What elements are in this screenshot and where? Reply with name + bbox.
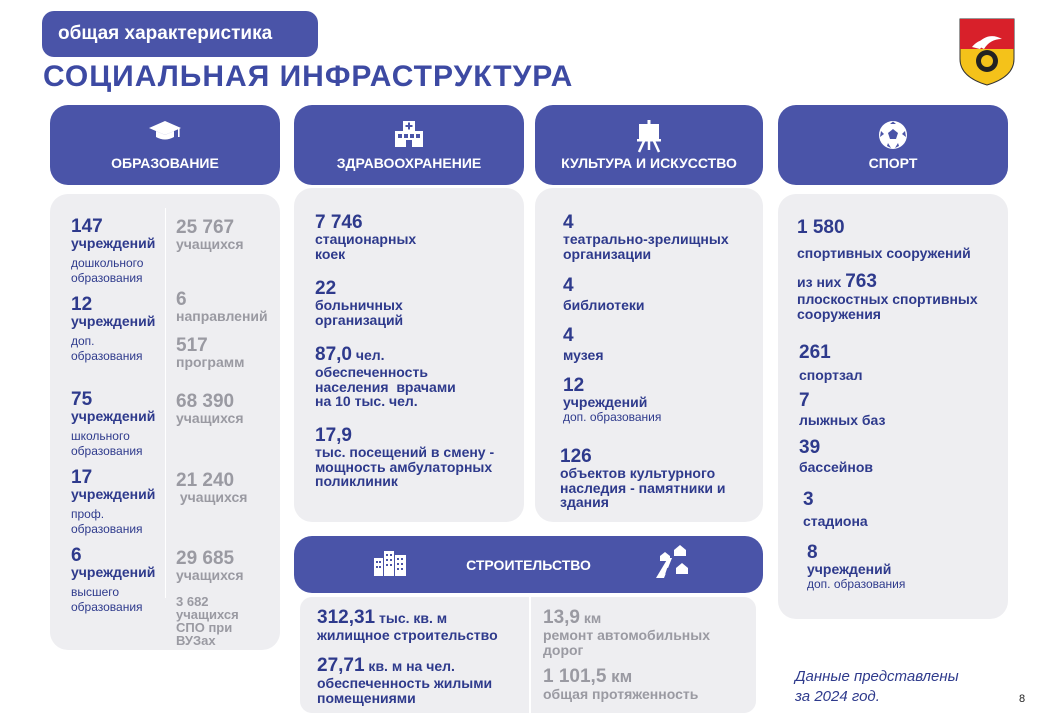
divider (529, 597, 531, 713)
section-header-health (294, 105, 524, 185)
health-visits: 17,9 тыс. посещений в смену - мощность амбулаторных поликлиник (315, 425, 495, 490)
graduation-cap-icon (148, 119, 182, 143)
section-header-sport (778, 105, 1008, 185)
sport-pools: 39 бассейнов (799, 437, 874, 475)
section-tag: общая характеристика (42, 11, 318, 57)
health-beds: 7 746 стационарных коек (315, 212, 417, 262)
section-label: СТРОИТЕЛЬСТВО (466, 557, 591, 573)
coat-of-arms (958, 17, 1016, 87)
road-houses-icon (654, 544, 690, 580)
construction-housing: 312,31 тыс. кв. м жилищное строительство (317, 607, 498, 643)
sport-facilities: 1 580 спортивных сооружений (797, 217, 971, 261)
edu-additional-programs: 517 программ (176, 335, 245, 370)
culture-heritage: 126 объектов культурного наследия - памятники и здания (560, 446, 726, 511)
sport-planar: из них 763 плоскостных спортивных сооружения (797, 271, 978, 322)
section-header-construction (294, 536, 763, 593)
edu-higher-spo: 3 682 учащихся СПО при ВУЗах (176, 594, 239, 648)
culture-museums: 4 музея (563, 325, 604, 363)
edu-school-students: 68 390 учащихся (176, 391, 244, 426)
sport-stadiums: 3 стадиона (803, 489, 868, 529)
health-doctors: 87,0 чел. обеспеченность населения врачами на 10 тыс. чел. (315, 344, 456, 410)
section-label: КУЛЬТУРА И ИСКУССТВО (561, 155, 737, 171)
edu-preschool-students: 25 767 учащихся (176, 217, 244, 252)
sport-additional: 8 учреждений доп. образования (807, 542, 906, 591)
edu-vocational-students: 21 240 учащихся (176, 470, 248, 505)
edu-preschool: 147 учреждений дошкольного образования (71, 216, 156, 285)
edu-school: 75 учреждений школьного образования (71, 389, 156, 458)
section-header-culture (535, 105, 763, 185)
edu-additional: 12 учреждений доп. образования (71, 294, 156, 363)
page-number: 8 (1019, 693, 1026, 705)
edu-higher-students: 29 685 учащихся (176, 548, 244, 583)
section-label: ОБРАЗОВАНИЕ (111, 155, 219, 171)
page-title: СОЦИАЛЬНАЯ ИНФРАСТРУКТУРА (43, 60, 574, 93)
sport-ski: 7 лыжных баз (799, 390, 886, 428)
section-label: СПОРТ (868, 155, 918, 171)
culture-additional: 12 учреждений доп. образования (563, 375, 662, 424)
construction-roads-total: 1 101,5 км общая протяженность (543, 666, 699, 702)
construction-per-capita: 27,71 кв. м на чел. обеспеченность жилыми помещениями (317, 655, 493, 706)
construction-roads-repair: 13,9 км ремонт автомобильных дорог (543, 607, 711, 658)
easel-icon (634, 119, 664, 153)
edu-higher: 6 учреждений высшего образования (71, 545, 156, 614)
health-hospitals: 22 больничных организаций (315, 278, 404, 328)
section-header-education (50, 105, 280, 185)
data-note: Данные представлены за 2024 год. (795, 668, 959, 705)
soccer-ball-icon (877, 119, 909, 151)
sport-gyms: 261 спортзал (799, 342, 863, 383)
edu-additional-directions: 6 направлений (176, 289, 268, 324)
hospital-icon (392, 119, 426, 149)
section-label: ЗДРАВООХРАНЕНИЕ (336, 155, 482, 171)
culture-theaters: 4 театрально-зрелищных организации (563, 212, 729, 262)
divider (165, 208, 166, 598)
edu-vocational: 17 учреждений проф. образования (71, 467, 156, 536)
culture-libraries: 4 библиотеки (563, 275, 645, 313)
